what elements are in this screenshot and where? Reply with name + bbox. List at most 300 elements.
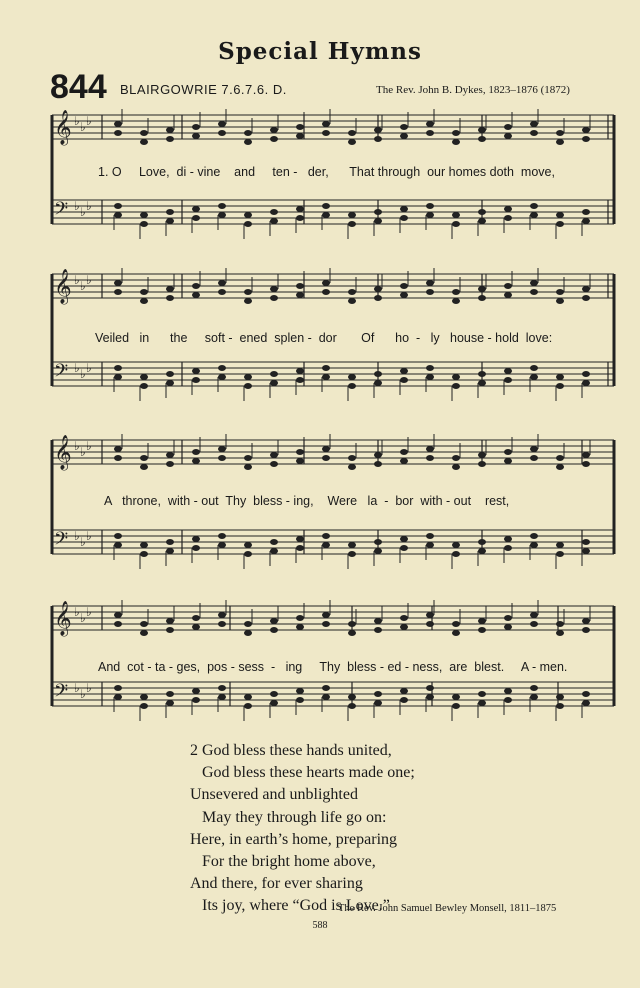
note-head bbox=[478, 380, 486, 386]
note-head bbox=[218, 203, 226, 209]
note-head bbox=[582, 209, 590, 215]
note-head bbox=[452, 139, 460, 145]
note-head bbox=[322, 533, 330, 539]
note-head bbox=[504, 283, 512, 289]
note-head bbox=[374, 691, 382, 697]
note-head bbox=[582, 452, 590, 458]
note-head bbox=[504, 615, 512, 621]
flat-icon: ♭ bbox=[80, 367, 86, 381]
stanza-line: Here, in earth’s home, preparing bbox=[190, 830, 398, 848]
note-head bbox=[452, 383, 460, 389]
note-head bbox=[322, 694, 330, 700]
note-head bbox=[556, 621, 564, 627]
note-head bbox=[582, 627, 590, 633]
note-head bbox=[426, 542, 434, 548]
note-head bbox=[244, 139, 252, 145]
note-head bbox=[140, 221, 148, 227]
note-head bbox=[530, 121, 538, 127]
note-head bbox=[530, 542, 538, 548]
note-head bbox=[296, 124, 304, 130]
note-head bbox=[400, 624, 408, 630]
note-head bbox=[166, 539, 174, 545]
lyric-line-1: 1. O Love, di - vine and ten - der, That through our homes doth move, bbox=[98, 165, 555, 179]
note-head bbox=[322, 446, 330, 452]
note-head bbox=[192, 624, 200, 630]
note-head bbox=[114, 446, 122, 452]
note-head bbox=[140, 139, 148, 145]
note-head bbox=[426, 612, 434, 618]
note-head bbox=[166, 218, 174, 224]
note-head bbox=[478, 548, 486, 554]
note-head bbox=[478, 286, 486, 292]
note-head bbox=[348, 455, 356, 461]
note-head bbox=[114, 694, 122, 700]
note-head bbox=[140, 455, 148, 461]
note-head bbox=[348, 383, 356, 389]
note-head bbox=[218, 280, 226, 286]
note-head bbox=[530, 455, 538, 461]
note-head bbox=[374, 209, 382, 215]
note-head bbox=[192, 449, 200, 455]
note-head bbox=[348, 221, 356, 227]
note-head bbox=[426, 694, 434, 700]
flat-icon: ♭ bbox=[86, 529, 92, 543]
note-head bbox=[530, 130, 538, 136]
note-head bbox=[218, 621, 226, 627]
note-head bbox=[322, 289, 330, 295]
note-head bbox=[244, 455, 252, 461]
note-head bbox=[348, 139, 356, 145]
flat-icon: ♭ bbox=[80, 535, 86, 549]
note-head bbox=[426, 365, 434, 371]
note-head bbox=[374, 627, 382, 633]
note-head bbox=[452, 130, 460, 136]
note-head bbox=[244, 383, 252, 389]
note-head bbox=[270, 380, 278, 386]
note-head bbox=[270, 209, 278, 215]
note-head bbox=[504, 292, 512, 298]
note-head bbox=[218, 685, 226, 691]
note-head bbox=[166, 136, 174, 142]
note-head bbox=[114, 280, 122, 286]
note-head bbox=[114, 289, 122, 295]
note-head bbox=[400, 215, 408, 221]
note-head bbox=[296, 283, 304, 289]
note-head bbox=[322, 455, 330, 461]
note-head bbox=[426, 289, 434, 295]
note-head bbox=[322, 203, 330, 209]
bass-clef-icon: 𝄢 bbox=[54, 361, 69, 386]
note-head bbox=[426, 533, 434, 539]
note-head bbox=[556, 139, 564, 145]
note-head bbox=[244, 212, 252, 218]
bass-clef-icon: 𝄢 bbox=[54, 199, 69, 224]
bass-clef-icon: 𝄢 bbox=[54, 681, 69, 706]
note-head bbox=[556, 130, 564, 136]
note-head bbox=[140, 212, 148, 218]
note-head bbox=[452, 464, 460, 470]
note-head bbox=[348, 542, 356, 548]
note-head bbox=[348, 464, 356, 470]
note-head bbox=[270, 452, 278, 458]
note-head bbox=[374, 295, 382, 301]
note-head bbox=[114, 203, 122, 209]
note-head bbox=[322, 612, 330, 618]
flat-icon: ♭ bbox=[74, 199, 80, 213]
note-head bbox=[192, 458, 200, 464]
note-head bbox=[478, 461, 486, 467]
note-head bbox=[192, 215, 200, 221]
note-head bbox=[296, 615, 304, 621]
note-head bbox=[530, 203, 538, 209]
note-head bbox=[582, 618, 590, 624]
note-head bbox=[452, 212, 460, 218]
flat-icon: ♭ bbox=[86, 114, 92, 128]
note-head bbox=[114, 612, 122, 618]
flat-icon: ♭ bbox=[86, 199, 92, 213]
note-head bbox=[556, 703, 564, 709]
note-head bbox=[374, 461, 382, 467]
note-head bbox=[426, 212, 434, 218]
note-head bbox=[530, 446, 538, 452]
note-head bbox=[478, 295, 486, 301]
flat-icon: ♭ bbox=[74, 439, 80, 453]
note-head bbox=[452, 298, 460, 304]
note-head bbox=[452, 374, 460, 380]
note-head bbox=[374, 548, 382, 554]
note-head bbox=[400, 206, 408, 212]
composer-credit: The Rev. John B. Dykes, 1823–1876 (1872) bbox=[376, 84, 570, 96]
note-head bbox=[478, 209, 486, 215]
note-head bbox=[348, 289, 356, 295]
note-head bbox=[114, 542, 122, 548]
note-head bbox=[166, 461, 174, 467]
stanza-line: And there, for ever sharing bbox=[190, 875, 363, 893]
flat-icon: ♭ bbox=[86, 361, 92, 375]
note-head bbox=[218, 212, 226, 218]
note-head bbox=[270, 461, 278, 467]
note-head bbox=[192, 124, 200, 130]
flat-icon: ♭ bbox=[86, 681, 92, 695]
note-head bbox=[296, 133, 304, 139]
note-head bbox=[296, 545, 304, 551]
note-head bbox=[166, 380, 174, 386]
note-head bbox=[582, 286, 590, 292]
note-head bbox=[192, 697, 200, 703]
section-title: Special Hymns bbox=[218, 38, 422, 65]
note-head bbox=[556, 289, 564, 295]
note-head bbox=[426, 121, 434, 127]
note-head bbox=[270, 627, 278, 633]
note-head bbox=[426, 130, 434, 136]
note-head bbox=[426, 685, 434, 691]
note-head bbox=[374, 539, 382, 545]
note-head bbox=[374, 618, 382, 624]
note-head bbox=[374, 452, 382, 458]
flat-icon: ♭ bbox=[80, 687, 86, 701]
note-head bbox=[296, 697, 304, 703]
note-head bbox=[478, 627, 486, 633]
note-head bbox=[400, 615, 408, 621]
note-head bbox=[530, 289, 538, 295]
note-head bbox=[114, 130, 122, 136]
note-head bbox=[426, 280, 434, 286]
note-head bbox=[322, 621, 330, 627]
flat-icon: ♭ bbox=[86, 273, 92, 287]
note-head bbox=[296, 215, 304, 221]
note-head bbox=[582, 539, 590, 545]
note-head bbox=[556, 630, 564, 636]
note-head bbox=[270, 618, 278, 624]
note-head bbox=[114, 121, 122, 127]
note-head bbox=[504, 133, 512, 139]
note-head bbox=[270, 127, 278, 133]
note-head bbox=[296, 458, 304, 464]
note-head bbox=[530, 685, 538, 691]
note-head bbox=[244, 621, 252, 627]
note-head bbox=[114, 533, 122, 539]
flat-icon: ♭ bbox=[80, 205, 86, 219]
note-head bbox=[478, 371, 486, 377]
flat-icon: ♭ bbox=[74, 605, 80, 619]
note-head bbox=[426, 455, 434, 461]
note-head bbox=[218, 365, 226, 371]
note-head bbox=[114, 365, 122, 371]
note-head bbox=[192, 368, 200, 374]
note-head bbox=[556, 383, 564, 389]
note-head bbox=[166, 548, 174, 554]
note-head bbox=[478, 136, 486, 142]
flat-icon: ♭ bbox=[80, 120, 86, 134]
note-head bbox=[478, 127, 486, 133]
note-head bbox=[452, 703, 460, 709]
note-head bbox=[426, 374, 434, 380]
note-head bbox=[296, 449, 304, 455]
note-head bbox=[296, 206, 304, 212]
note-head bbox=[140, 464, 148, 470]
note-head bbox=[556, 374, 564, 380]
note-head bbox=[322, 130, 330, 136]
note-head bbox=[296, 624, 304, 630]
flat-icon: ♭ bbox=[74, 273, 80, 287]
note-head bbox=[504, 458, 512, 464]
flat-icon: ♭ bbox=[74, 681, 80, 695]
note-head bbox=[218, 533, 226, 539]
note-head bbox=[140, 621, 148, 627]
note-head bbox=[244, 542, 252, 548]
note-head bbox=[478, 700, 486, 706]
note-head bbox=[166, 700, 174, 706]
note-head bbox=[166, 627, 174, 633]
note-head bbox=[400, 458, 408, 464]
note-head bbox=[348, 374, 356, 380]
note-head bbox=[322, 374, 330, 380]
note-head bbox=[192, 545, 200, 551]
note-head bbox=[556, 212, 564, 218]
note-head bbox=[270, 295, 278, 301]
note-head bbox=[530, 621, 538, 627]
note-head bbox=[504, 377, 512, 383]
note-head bbox=[244, 374, 252, 380]
hymn-number: 844 bbox=[50, 68, 107, 106]
note-head bbox=[192, 536, 200, 542]
note-head bbox=[530, 694, 538, 700]
stanza-line: God bless these hearts made one; bbox=[190, 764, 415, 782]
tune-name: BLAIRGOWRIE 7.6.7.6. D. bbox=[120, 82, 287, 97]
note-head bbox=[244, 630, 252, 636]
note-head bbox=[166, 452, 174, 458]
text-author-credit: The Rev. John Samuel Bewley Monsell, 1811–1875 bbox=[338, 903, 557, 914]
stanza-line: Unsevered and unblighted bbox=[190, 786, 358, 804]
note-head bbox=[374, 136, 382, 142]
note-head bbox=[192, 206, 200, 212]
note-head bbox=[218, 121, 226, 127]
note-head bbox=[348, 212, 356, 218]
note-head bbox=[296, 688, 304, 694]
lyric-line-3: A throne, with - out Thy bless - ing, Were la - bor with - out rest, bbox=[104, 494, 510, 508]
note-head bbox=[400, 283, 408, 289]
note-head bbox=[452, 542, 460, 548]
note-head bbox=[166, 691, 174, 697]
note-head bbox=[582, 380, 590, 386]
note-head bbox=[140, 630, 148, 636]
note-head bbox=[114, 455, 122, 461]
note-head bbox=[426, 203, 434, 209]
note-head bbox=[244, 289, 252, 295]
note-head bbox=[348, 130, 356, 136]
note-head bbox=[270, 136, 278, 142]
stanza-line: Its joy, where “God is Love.” bbox=[190, 897, 390, 915]
flat-icon: ♭ bbox=[74, 529, 80, 543]
note-head bbox=[504, 545, 512, 551]
note-head bbox=[140, 289, 148, 295]
note-head bbox=[244, 130, 252, 136]
treble-clef-icon: 𝄞 bbox=[54, 110, 72, 145]
note-head bbox=[348, 298, 356, 304]
note-head bbox=[296, 292, 304, 298]
note-head bbox=[322, 542, 330, 548]
note-head bbox=[140, 130, 148, 136]
note-head bbox=[400, 449, 408, 455]
note-head bbox=[556, 551, 564, 557]
note-head bbox=[322, 212, 330, 218]
note-head bbox=[244, 221, 252, 227]
note-head bbox=[452, 630, 460, 636]
note-head bbox=[218, 455, 226, 461]
note-head bbox=[348, 621, 356, 627]
note-head bbox=[530, 533, 538, 539]
note-head bbox=[478, 539, 486, 545]
note-head bbox=[400, 697, 408, 703]
note-head bbox=[452, 221, 460, 227]
note-head bbox=[400, 292, 408, 298]
bass-clef-icon: 𝄢 bbox=[54, 529, 69, 554]
note-head bbox=[400, 368, 408, 374]
note-head bbox=[582, 700, 590, 706]
note-head bbox=[218, 130, 226, 136]
note-head bbox=[582, 461, 590, 467]
note-head bbox=[322, 280, 330, 286]
note-head bbox=[322, 685, 330, 691]
note-head bbox=[556, 694, 564, 700]
note-head bbox=[348, 551, 356, 557]
note-head bbox=[140, 703, 148, 709]
note-head bbox=[192, 283, 200, 289]
note-head bbox=[218, 694, 226, 700]
note-head bbox=[218, 289, 226, 295]
flat-icon: ♭ bbox=[80, 445, 86, 459]
page-number: 588 bbox=[312, 920, 328, 931]
note-head bbox=[192, 133, 200, 139]
note-head bbox=[270, 371, 278, 377]
note-head bbox=[140, 298, 148, 304]
note-head bbox=[114, 685, 122, 691]
note-head bbox=[296, 368, 304, 374]
note-head bbox=[166, 371, 174, 377]
note-head bbox=[348, 630, 356, 636]
note-head bbox=[582, 371, 590, 377]
note-head bbox=[400, 133, 408, 139]
note-head bbox=[478, 691, 486, 697]
note-head bbox=[244, 703, 252, 709]
note-head bbox=[322, 365, 330, 371]
note-head bbox=[504, 215, 512, 221]
note-head bbox=[530, 365, 538, 371]
note-head bbox=[478, 452, 486, 458]
lyric-line-4: And cot - ta - ges, pos - sess - ing Thy bless - ed - ness, are blest. A - men. bbox=[98, 660, 568, 674]
note-head bbox=[530, 280, 538, 286]
stanza-line: May they through life go on: bbox=[190, 808, 387, 826]
note-head bbox=[192, 688, 200, 694]
note-head bbox=[452, 621, 460, 627]
note-head bbox=[556, 221, 564, 227]
note-head bbox=[166, 209, 174, 215]
note-head bbox=[114, 212, 122, 218]
note-head bbox=[504, 124, 512, 130]
note-head bbox=[166, 286, 174, 292]
note-head bbox=[244, 694, 252, 700]
note-head bbox=[556, 542, 564, 548]
note-head bbox=[244, 298, 252, 304]
note-head bbox=[192, 615, 200, 621]
note-head bbox=[582, 548, 590, 554]
note-head bbox=[452, 551, 460, 557]
note-head bbox=[296, 377, 304, 383]
note-head bbox=[400, 377, 408, 383]
note-head bbox=[374, 371, 382, 377]
note-head bbox=[426, 621, 434, 627]
note-head bbox=[244, 464, 252, 470]
note-head bbox=[504, 624, 512, 630]
treble-clef-icon: 𝄞 bbox=[54, 435, 72, 470]
lyric-line-2: Veiled in the soft - ened splen - dor Of ho - ly house - hold love: bbox=[95, 331, 553, 345]
note-head bbox=[400, 124, 408, 130]
note-head bbox=[530, 212, 538, 218]
treble-clef-icon: 𝄞 bbox=[54, 269, 72, 304]
note-head bbox=[426, 446, 434, 452]
note-head bbox=[270, 700, 278, 706]
note-head bbox=[530, 374, 538, 380]
note-head bbox=[166, 295, 174, 301]
flat-icon: ♭ bbox=[86, 439, 92, 453]
note-head bbox=[322, 121, 330, 127]
flat-icon: ♭ bbox=[86, 605, 92, 619]
note-head bbox=[504, 536, 512, 542]
note-head bbox=[270, 286, 278, 292]
note-head bbox=[556, 455, 564, 461]
note-head bbox=[270, 218, 278, 224]
note-head bbox=[348, 694, 356, 700]
